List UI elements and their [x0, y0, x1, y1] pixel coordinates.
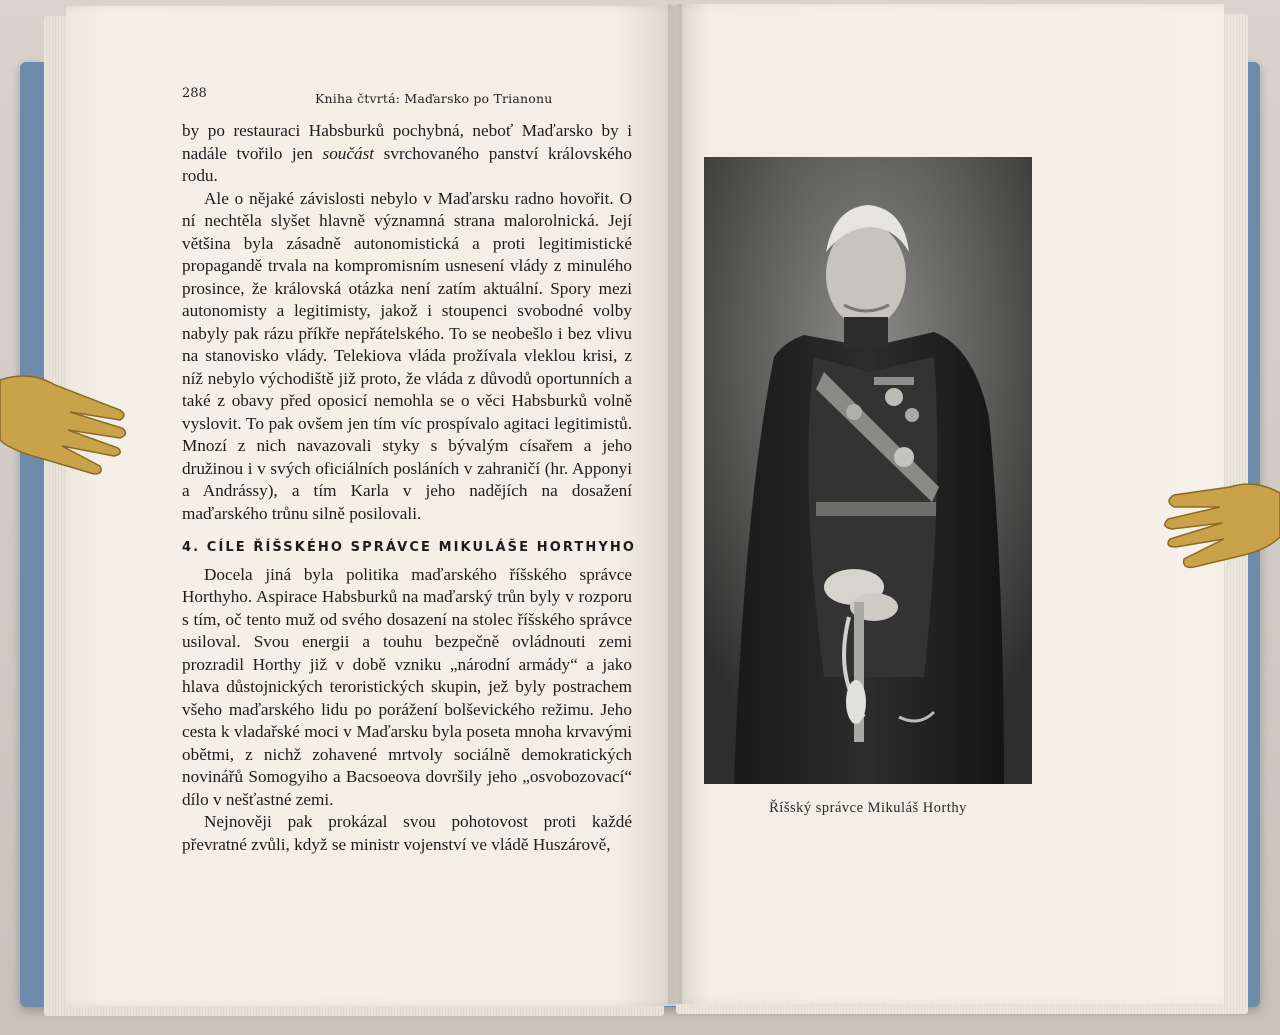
section-heading: 4. CÍLE ŘÍŠSKÉHO SPRÁVCE MIKULÁŠE HORTHYHO	[182, 540, 637, 555]
paragraph	[182, 811, 632, 856]
book-gutter	[668, 4, 682, 1004]
paragraphs-before-heading	[182, 120, 632, 525]
paragraph	[182, 188, 632, 526]
photo-caption: Říšský správce Mikuláš Horthy	[769, 800, 967, 816]
emphasized-text: součást	[322, 143, 375, 163]
paragraph	[182, 564, 632, 812]
text-run: by po restauraci Habsburků pochybná, neboť Maďarsko by i nadále tvořilo jen	[182, 121, 632, 163]
brass-hand-icon	[1160, 475, 1280, 579]
text-run: Ale o nějaké závislosti nebylo v Maďarsku radno hovořit. O ní nechtěla slyšet hlavně významná strana malorolnická. Její většina byla zásadně autonomistická a proti legitimistické propagandě trvala na kompromisním usnesení vlády z minulého prosince, že královská otázka není zatím aktuální. Spory mezi autonomisty a legitimisty, jakož i stoupenci svobodné volby nabyly pak rázu příkře nepřátelského. To se neobešlo i bez vlivu na stanovisko vlády. Telekiova vláda prožívala vleklou krisi, z níž nebylo východiště již proto, že vláda z důvodů oportunních a také z obavy před oposicí nemohla se o věci Habsburků volně vyslovit. To pak ovšem jen tím víc prospívalo agitaci legitimistů. Mnozí z nich navazovali styky s bývalým císařem a jeho družinou i v svých oficiálních posláních v zahraničí (hr. Apponyi a Andrássy), a tím Karla v jeho nadějích na dosažení maďarského trůnu silně posilovali.	[182, 188, 632, 523]
paragraph	[182, 120, 632, 188]
body-text	[182, 120, 637, 856]
running-head-title: Kniha čtvrtá: Maďarsko po Trianonu	[315, 91, 553, 106]
brass-hand-icon	[0, 370, 130, 484]
paragraphs-after-heading	[182, 564, 632, 857]
text-run: svrchovaného panství královského rodu.	[182, 143, 632, 185]
text-run: Docela jiná byla politika maďarského říšského správce Horthyho. Aspirace Habsburků na maďarský trůn byly v rozporu s tím, oč tento muž od svého dosazení na stolec říšského správce usiloval. Svou energii a touhu bezpečně ovládnouti zemi prozradil Horthy již v době vzniku „národní armády“ a jako hlava důstojnických teroristických skupin, jež byly postrachem všeho maďarského lidu po porážení bolševického režimu. Jeho cesta k vladařské moci v Maďarsku byla poseta mnoha krvavými obětmi, z nichž zohavené mrtvoly sociálně demokratických novinářů Somogyiho a Bacsoeova dovršily jeho „osvobozovací“ dílo v nešťastné zemi.	[182, 564, 632, 809]
text-run: Nejnověji pak prokázal svou pohotovost proti každé převratné zvůli, když se ministr vojenství ve vládě Huszárově,	[182, 812, 632, 854]
page-number: 288	[182, 86, 207, 101]
portrait-photo	[704, 157, 1032, 784]
portrait-illustration	[704, 157, 1032, 784]
